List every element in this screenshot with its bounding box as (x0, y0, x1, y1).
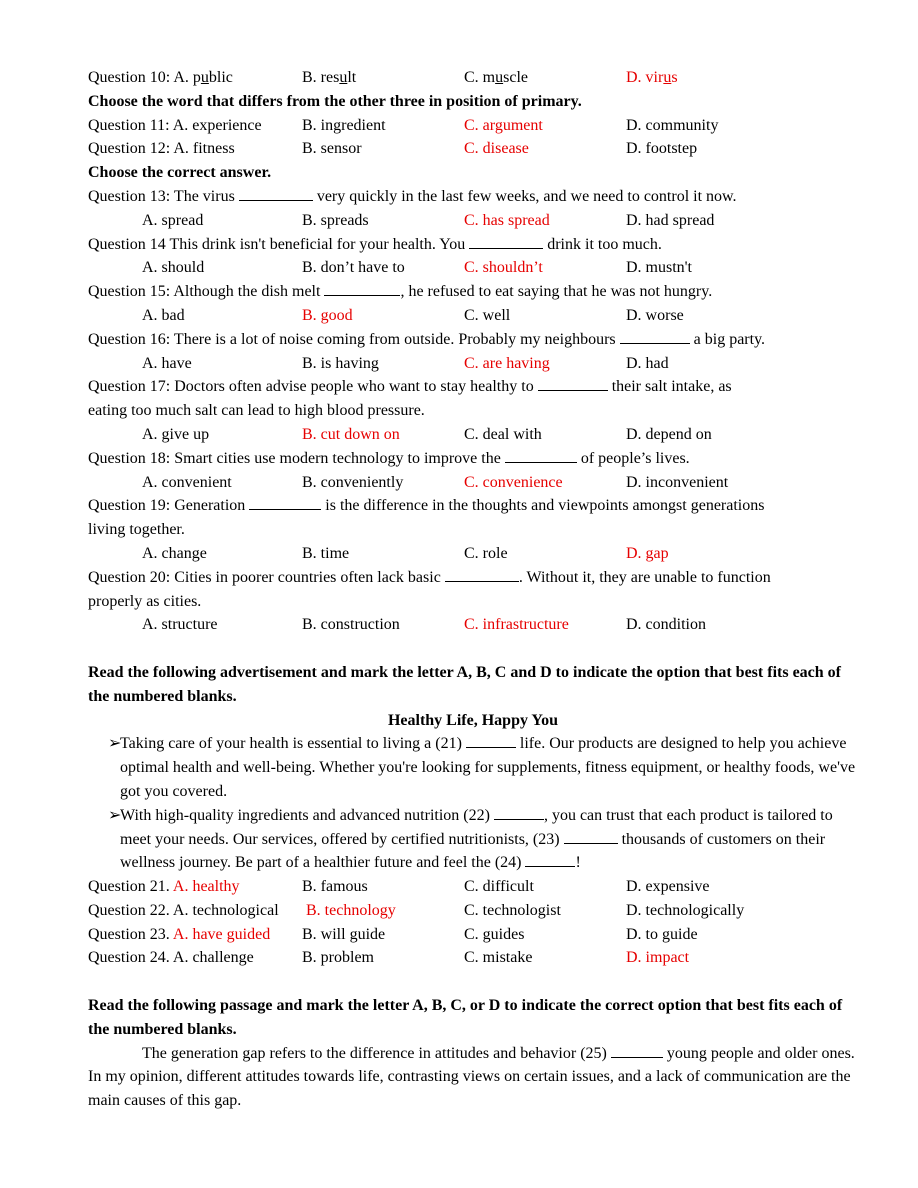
q21-label: Question 21. A. healthy (88, 878, 240, 896)
worksheet (88, 66, 858, 1113)
q24-c: C. mistake (464, 949, 533, 967)
q12-b: B. sensor (302, 140, 362, 158)
heading-correct: Choose the correct answer. (88, 164, 272, 182)
question-14-options (88, 256, 858, 280)
heading-passage: Read the following passage and mark the letter A, B, C, or D to indicate the correct option that best fits each of the numbered blanks. (88, 997, 843, 1038)
q21-d: D. expensive (626, 878, 710, 896)
q15-d: D. worse (626, 306, 684, 324)
q13-b: B. spreads (302, 211, 369, 229)
heading-advertisement: Read the following advertisement and mark the letter A, B, C and D to indicate the option that best fits each of the numbered blanks. (88, 663, 841, 705)
question-20-stem-cont: properly as cities. (88, 592, 202, 610)
arrow-bullet-icon: ➢ (108, 735, 122, 753)
question-10 (88, 66, 858, 90)
q19-c: C. role (464, 544, 508, 562)
question-20-stem: Question 20: Cities in poorer countries often lack basic . Without it, they are unable to function (88, 568, 771, 586)
question-13-options (88, 209, 858, 233)
q12-a: Question 12: A. fitness (88, 140, 235, 158)
q21-a-answer: A. healthy (172, 878, 240, 896)
q19-a: A. change (142, 544, 207, 562)
ad-bullet-1: ➢ Taking care of your health is essential to living a (21) life. Our products are designed to help you achieve optimal health and well-being. Whether you're looking for supplements, fitness equipment, or healthy foods, we've got you covered. (88, 732, 858, 803)
q13-d: D. had spread (626, 211, 715, 229)
question-15-stem: Question 15: Although the dish melt , he refused to eat saying that he was not hungry. (88, 283, 713, 301)
q22-d: D. technologically (626, 901, 745, 919)
q17-c: C. deal with (464, 425, 542, 443)
q16-b: B. is having (302, 354, 379, 372)
q12-c-answer: C. disease (464, 140, 529, 158)
question-12 (88, 137, 858, 161)
q17-d: D. depend on (626, 425, 712, 443)
question-17-stem-cont: eating too much salt can lead to high blood pressure. (88, 402, 425, 420)
q13-c-answer: C. has spread (464, 211, 550, 229)
q10-d-answer: D. virus (626, 69, 678, 86)
q11-d: D. community (626, 116, 719, 134)
q11-c-answer: C. argument (464, 116, 543, 134)
question-14-stem: Question 14 This drink isn't beneficial for your health. You drink it too much. (88, 235, 662, 253)
q17-b-answer: B. cut down on (302, 425, 400, 443)
question-20-options (88, 613, 858, 637)
question-17-stem: Question 17: Doctors often advise people who want to stay healthy to their salt intake, as (88, 378, 732, 396)
q21-b: B. famous (302, 878, 368, 896)
q15-a: A. bad (142, 306, 185, 324)
q20-d: D. condition (626, 616, 706, 634)
question-22 (88, 899, 858, 923)
q15-c: C. well (464, 306, 511, 324)
question-19-stem-cont: living together. (88, 521, 185, 539)
q22-a: Question 22. A. technological (88, 901, 279, 919)
q16-a: A. have (142, 354, 192, 372)
q19-d-answer: D. gap (626, 544, 669, 562)
q23-c: C. guides (464, 925, 525, 943)
q24-d-answer: D. impact (626, 949, 690, 967)
q18-c-answer: C. convenience (464, 473, 563, 491)
q10-a: Question 10: A. public (88, 69, 233, 86)
q14-a: A. should (142, 259, 205, 277)
question-15-options (88, 304, 858, 328)
q20-a: A. structure (142, 616, 218, 634)
q18-d: D. inconvenient (626, 473, 729, 491)
question-21 (88, 875, 858, 899)
q15-b-answer: B. good (302, 306, 353, 324)
ad-bullet-2: ➢ With high-quality ingredients and advanced nutrition (22) , you can trust that each product is tailored to meet your needs. Our services, offered by certified nutritionists, (23) thousands of customers on their wellness journey. Be part of a healthier future and feel the (24) ! (88, 804, 858, 875)
question-18-options (88, 471, 858, 495)
q23-d: D. to guide (626, 925, 698, 943)
q11-a: Question 11: A. experience (88, 116, 262, 134)
ad-title: Healthy Life, Happy You (387, 711, 559, 729)
question-13-stem: Question 13: The virus very quickly in the last few weeks, and we need to control it now. (88, 187, 737, 205)
q24-a: Question 24. A. challenge (88, 949, 254, 967)
q23-label: Question 23. A. have guided (88, 925, 271, 943)
q14-d: D. mustn't (626, 259, 692, 277)
q22-c: C. technologist (464, 901, 561, 919)
q23-a-answer: A. have guided (172, 925, 271, 943)
q13-a: A. spread (142, 211, 204, 229)
q21-c: C. difficult (464, 878, 534, 896)
q16-c-answer: C. are having (464, 354, 550, 372)
question-16-stem: Question 16: There is a lot of noise coming from outside. Probably my neighbours a big party. (88, 330, 766, 348)
arrow-bullet-icon: ➢ (108, 806, 122, 824)
q18-a: A. convenient (142, 473, 232, 491)
q16-d: D. had (626, 354, 669, 372)
question-24 (88, 946, 858, 970)
heading-stress: Choose the word that differs from the other three in position of primary. (88, 92, 582, 110)
q24-b: B. problem (302, 949, 374, 967)
question-19-stem: Question 19: Generation is the difference in the thoughts and viewpoints amongst generations (88, 497, 765, 515)
q22-b-answer: B. technology (306, 901, 396, 919)
question-19-options (88, 542, 858, 566)
q23-b: B. will guide (302, 925, 386, 943)
q10-c: C. muscle (464, 69, 528, 86)
question-16-options (88, 352, 858, 376)
q12-d: D. footstep (626, 140, 698, 158)
q20-b: B. construction (302, 616, 400, 634)
q19-b: B. time (302, 544, 350, 562)
question-23 (88, 923, 858, 947)
q14-c-answer: C. shouldn’t (464, 259, 543, 277)
q17-a: A. give up (142, 425, 210, 443)
q14-b: B. don’t have to (302, 259, 405, 277)
passage-text: The generation gap refers to the difference in attitudes and behavior (25) young people and older ones. In my opinion, different attitudes towards life, contrasting views on certain issues, and a lack of communication are the main causes of this gap. (88, 1044, 855, 1110)
question-17-options (88, 423, 858, 447)
q10-b: B. result (302, 69, 357, 86)
question-11 (88, 114, 858, 138)
question-18-stem: Question 18: Smart cities use modern technology to improve the of people’s lives. (88, 449, 690, 467)
q20-c-answer: C. infrastructure (464, 616, 569, 634)
q18-b: B. conveniently (302, 473, 404, 491)
q11-b: B. ingredient (302, 116, 386, 134)
